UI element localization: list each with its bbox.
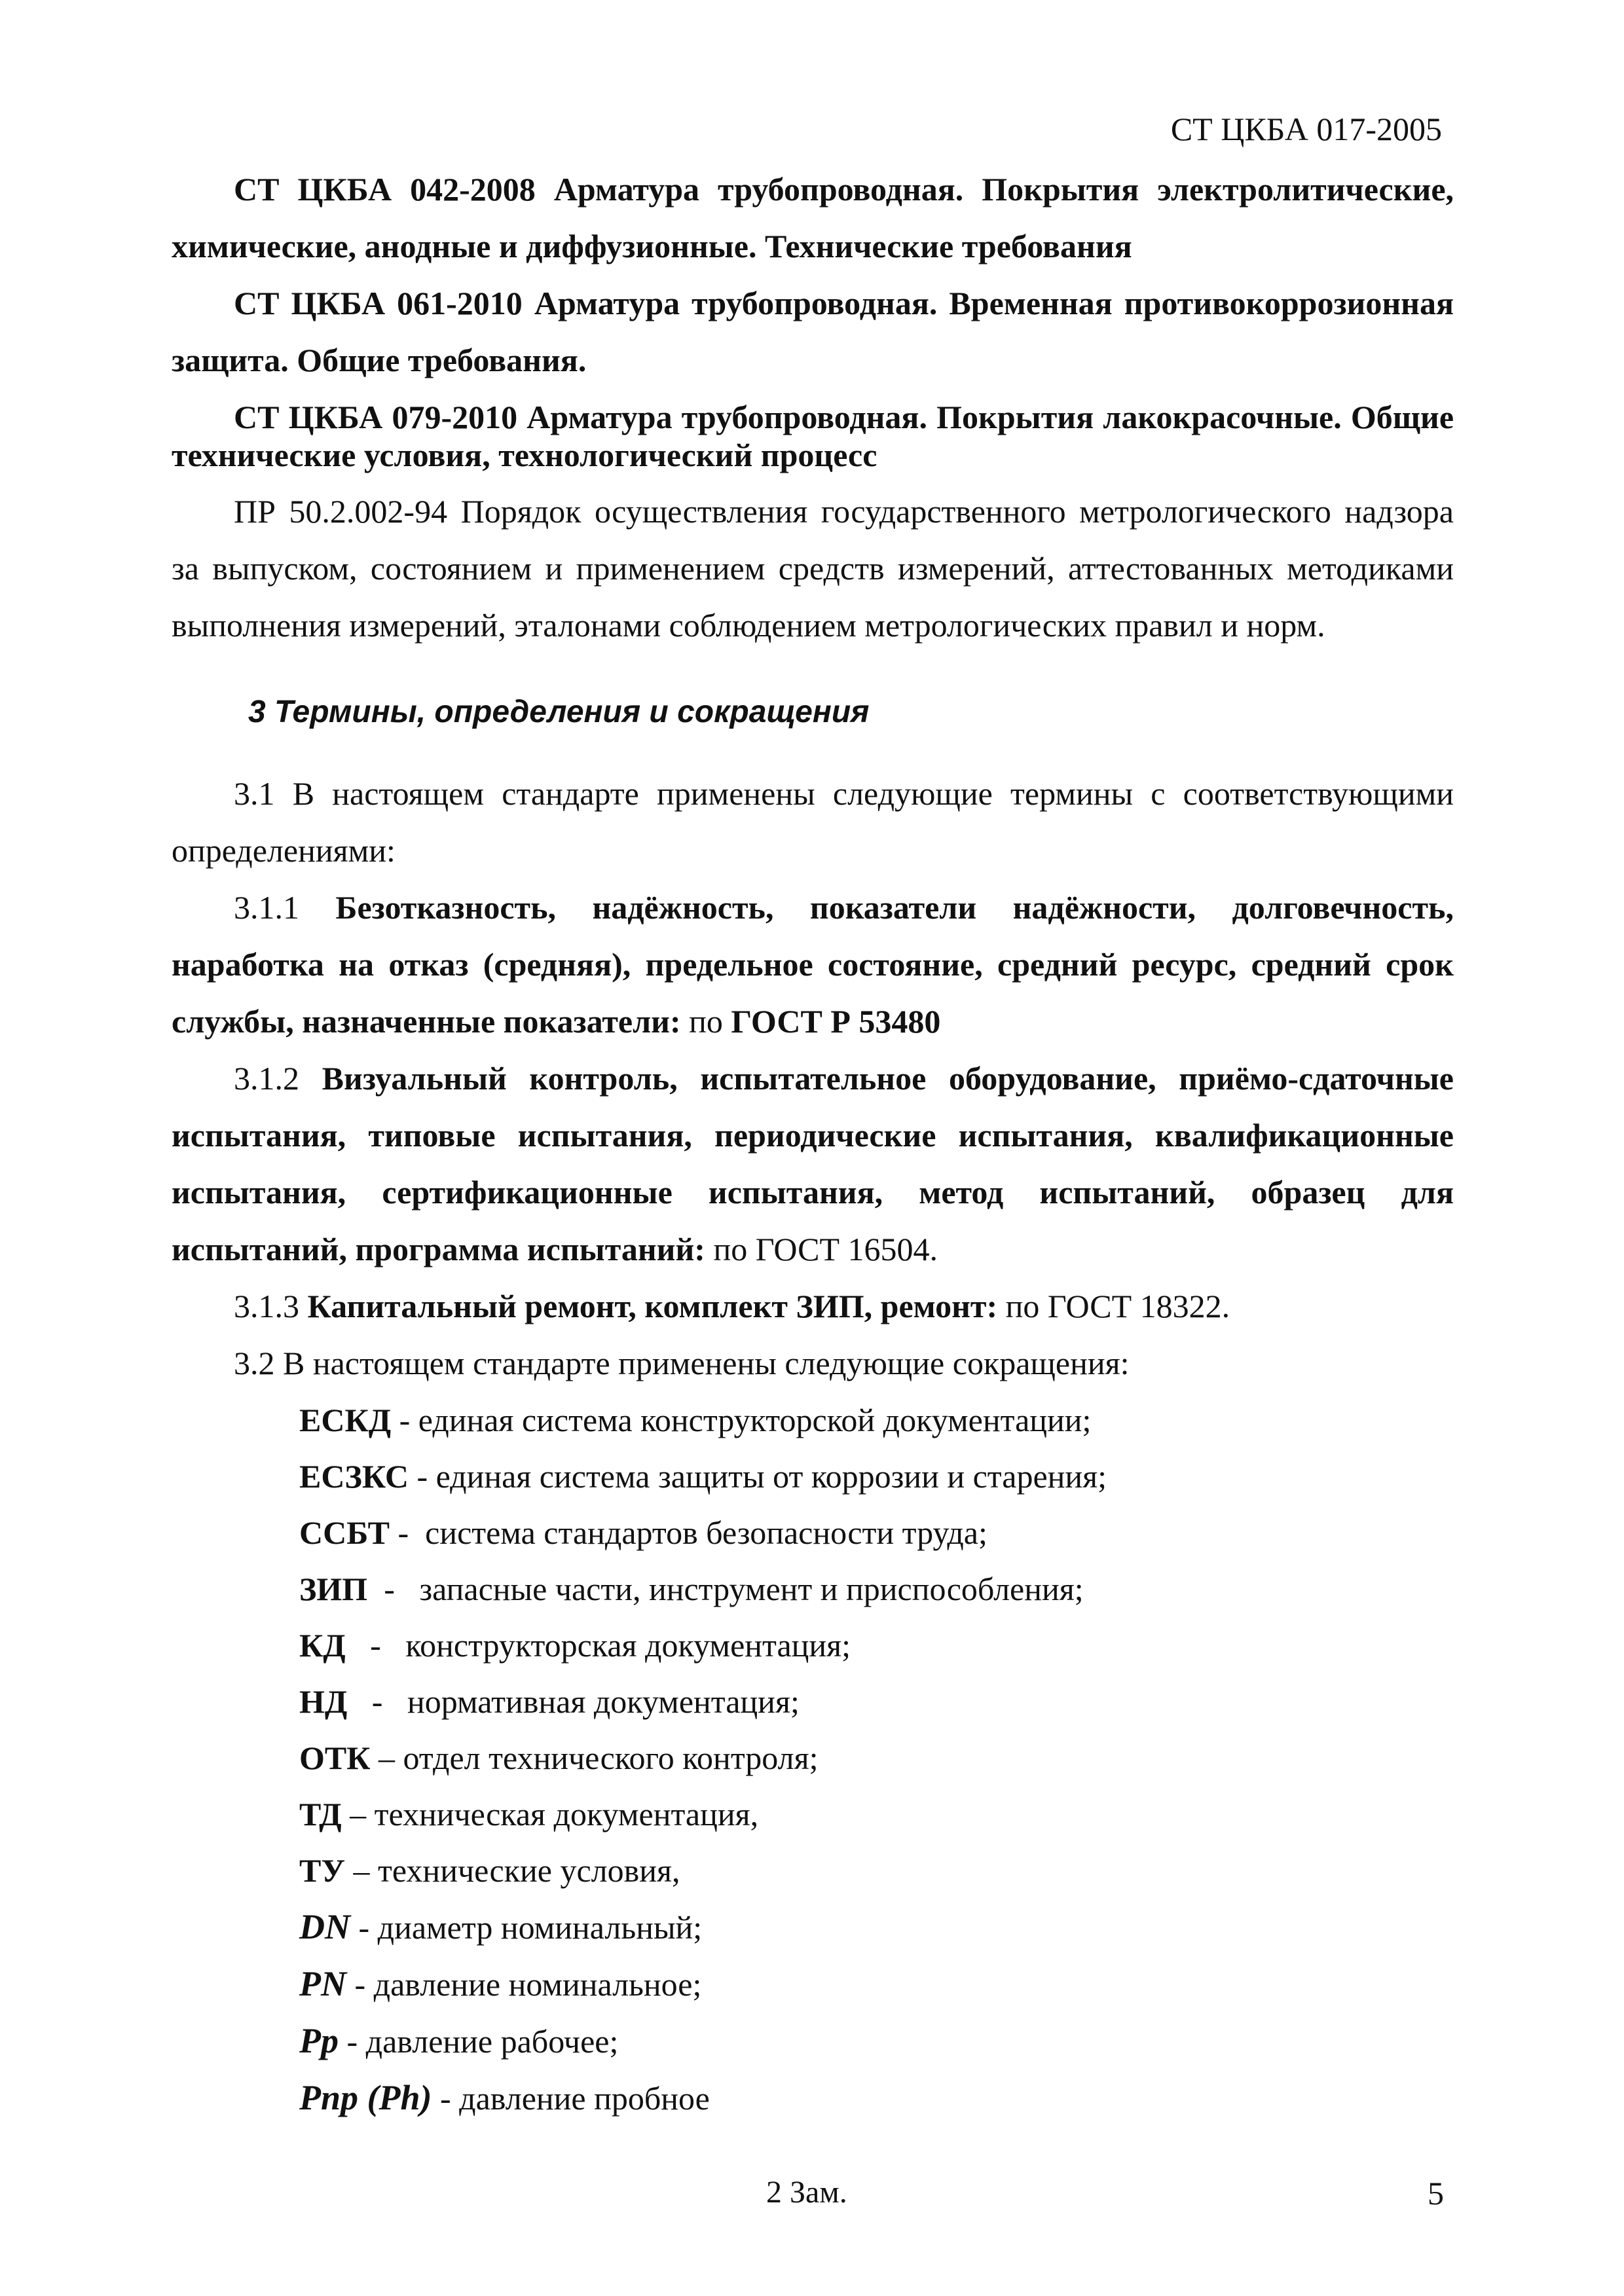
abbreviation-item [299,1899,1454,1956]
reference-item [172,161,1454,275]
abbreviation-item [299,1956,1454,2013]
reference-title: Арматура трубопроводная. Временная противокоррозионная защита. Общие требования. [172,285,1454,378]
clause-reference: по ГОСТ 18322. [1005,1288,1230,1324]
abbreviation-separator: - [391,1402,418,1438]
abbreviation-separator: – [341,1796,375,1832]
reference-item [172,398,1454,474]
abbreviation-term: ЕСКД [299,1402,392,1438]
abbreviation-item [299,1392,1454,1448]
abbreviation-definition: давление номинальное; [373,1966,702,2003]
revision-note: 2 Зам. [766,2175,847,2210]
abbreviation-separator: - [339,2023,366,2060]
abbreviation-separator: - [389,1514,426,1551]
abbreviation-item [299,1842,1454,1899]
abbreviation-separator: - [432,2080,460,2117]
abbreviation-definition: нормативная документация; [407,1683,800,1720]
clause-terms: Безотказность, надёжность, показатели надёжности, долговечность, наработка на отказ (средняя), предельное состояние, средний ресурс, средний срок службы, назначенные показатели [172,889,1454,1040]
abbreviation-term: ЗИП [299,1571,368,1607]
abbreviation-definition: технические условия, [378,1852,680,1889]
abbreviation-definition: единая система конструкторской документации; [418,1402,1092,1438]
abbreviation-item [299,1786,1454,1842]
clause-number: 3.1.1 [234,889,299,926]
abbreviation-term: Pnp (Ph) [299,2078,432,2117]
abbreviation-definition: единая система защиты от коррозии и старения; [435,1458,1107,1495]
abbreviation-term: PN [299,1964,346,2003]
clause-3-1-3: 3.1.3 Капитальный ремонт, комплект ЗИП, ремонт: по ГОСТ 18322. [234,1288,1230,1324]
clause-reference: по ГОСТ 16504. [713,1231,938,1267]
abbreviation-definition: отдел технического контроля; [403,1740,819,1776]
abbreviation-definition: давление рабочее; [365,2023,619,2060]
abbreviation-term: Pp [299,2021,339,2060]
abbreviation-separator: - [350,1909,378,1946]
page-content [172,161,1454,2126]
abbreviation-term: ОТК [299,1740,371,1776]
clause-number: 3.1.3 [234,1288,299,1324]
abbreviation-separator: - [346,1966,374,2003]
abbreviation-definition: диаметр номинальный; [377,1909,703,1946]
page-number: 5 [1428,2175,1444,2212]
reference-code: СТ ЦКБА 061-2010 [234,285,523,321]
abbreviation-item [299,2069,1454,2126]
abbreviation-term: НД [299,1683,348,1720]
reference-code: СТ ЦКБА 042-2008 [234,171,536,208]
abbreviation-item [299,1448,1454,1504]
abbreviation-definition: система стандартов безопасности труда; [425,1514,987,1551]
abbreviation-list [172,1392,1454,2126]
abbreviation-definition: конструкторская документация; [405,1627,851,1664]
abbreviation-item [299,1504,1454,1561]
abbreviation-separator: - [347,1683,407,1720]
reference-code: СТ ЦКБА 079-2010 [234,399,518,435]
clause-number: 3.1.2 [234,1060,299,1097]
abbreviation-item [299,1561,1454,1617]
abbreviation-definition: техническая документация, [374,1796,759,1832]
abbreviation-term: ТД [299,1796,342,1832]
reference-item [172,483,1454,654]
abbreviation-item [299,1617,1454,1673]
reference-item [172,275,1454,389]
abbreviation-separator: - [408,1458,436,1495]
abbreviation-item [299,2013,1454,2069]
reference-title: Арматура трубопроводная. Покрытия электролитические, химические, анодные и диффузионные. Технические требования [172,171,1454,264]
clause-3-1-1: 3.1.1 Безотказность, надёжность, показатели надёжности, долговечность, наработка на отказ (средняя), предельное состояние, средний ресурс, средний срок службы, назначенные показатели: по ГОСТ Р 53480 [172,889,1454,1040]
abbreviation-item [299,1673,1454,1730]
abbreviation-definition: запасные части, инструмент и приспособления; [419,1571,1084,1607]
clause-reference: ГОСТ Р 53480 [731,1003,941,1040]
clause-ref-prefix: по [689,1003,723,1040]
document-code: СТ ЦКБА 017-2005 [1170,111,1442,147]
abbreviation-separator: – [345,1852,378,1889]
abbreviation-term: ССБТ [299,1514,390,1551]
section-heading: 3 Термины, определения и сокращения [248,695,870,729]
clause-3-2: 3.2 В настоящем стандарте применены следующие сокращения: [234,1345,1130,1381]
abbreviation-separator: – [370,1740,403,1776]
reference-code: ПР 50.2.002-94 [234,493,448,530]
abbreviation-separator: - [345,1627,406,1664]
reference-title: Порядок осуществления государственного метрологического надзора за выпуском, состоянием и применением средств измерений, аттестованных методиками выполнения измерений, эталонами соблюдением метрологических правил и норм. [172,493,1454,644]
abbreviation-definition: давление пробное [459,2080,710,2117]
clause-terms: Визуальный контроль, испытательное оборудование, приёмо-сдаточные испытания, типовые испытания, периодические испытания, квалификационные испытания, сертификационные испытания, метод испытаний, образец для испытаний, программа испытаний [172,1060,1454,1267]
abbreviation-item [299,1730,1454,1786]
abbreviation-term: КД [299,1627,346,1664]
clause-terms: Капитальный ремонт, комплект ЗИП, ремонт [307,1288,987,1324]
abbreviation-separator: - [367,1571,420,1607]
abbreviation-term: ЕСЗКС [299,1458,409,1495]
clause-3-1: 3.1 В настоящем стандарте применены следующие термины с соответствующими определениями: [172,775,1454,869]
abbreviation-term: ТУ [299,1852,346,1889]
clause-3-1-2: 3.1.2 Визуальный контроль, испытательное оборудование, приёмо-сдаточные испытания, типовые испытания, периодические испытания, квалификационные испытания, сертификационные испытания, метод испытаний, образец для испытаний, программа испытаний: по ГОСТ 16504. [172,1060,1454,1267]
reference-title: Арматура трубопроводная. Покрытия лакокрасочные. Общие технические условия, технологический процесс [172,399,1454,473]
abbreviation-term: DN [299,1907,350,1946]
